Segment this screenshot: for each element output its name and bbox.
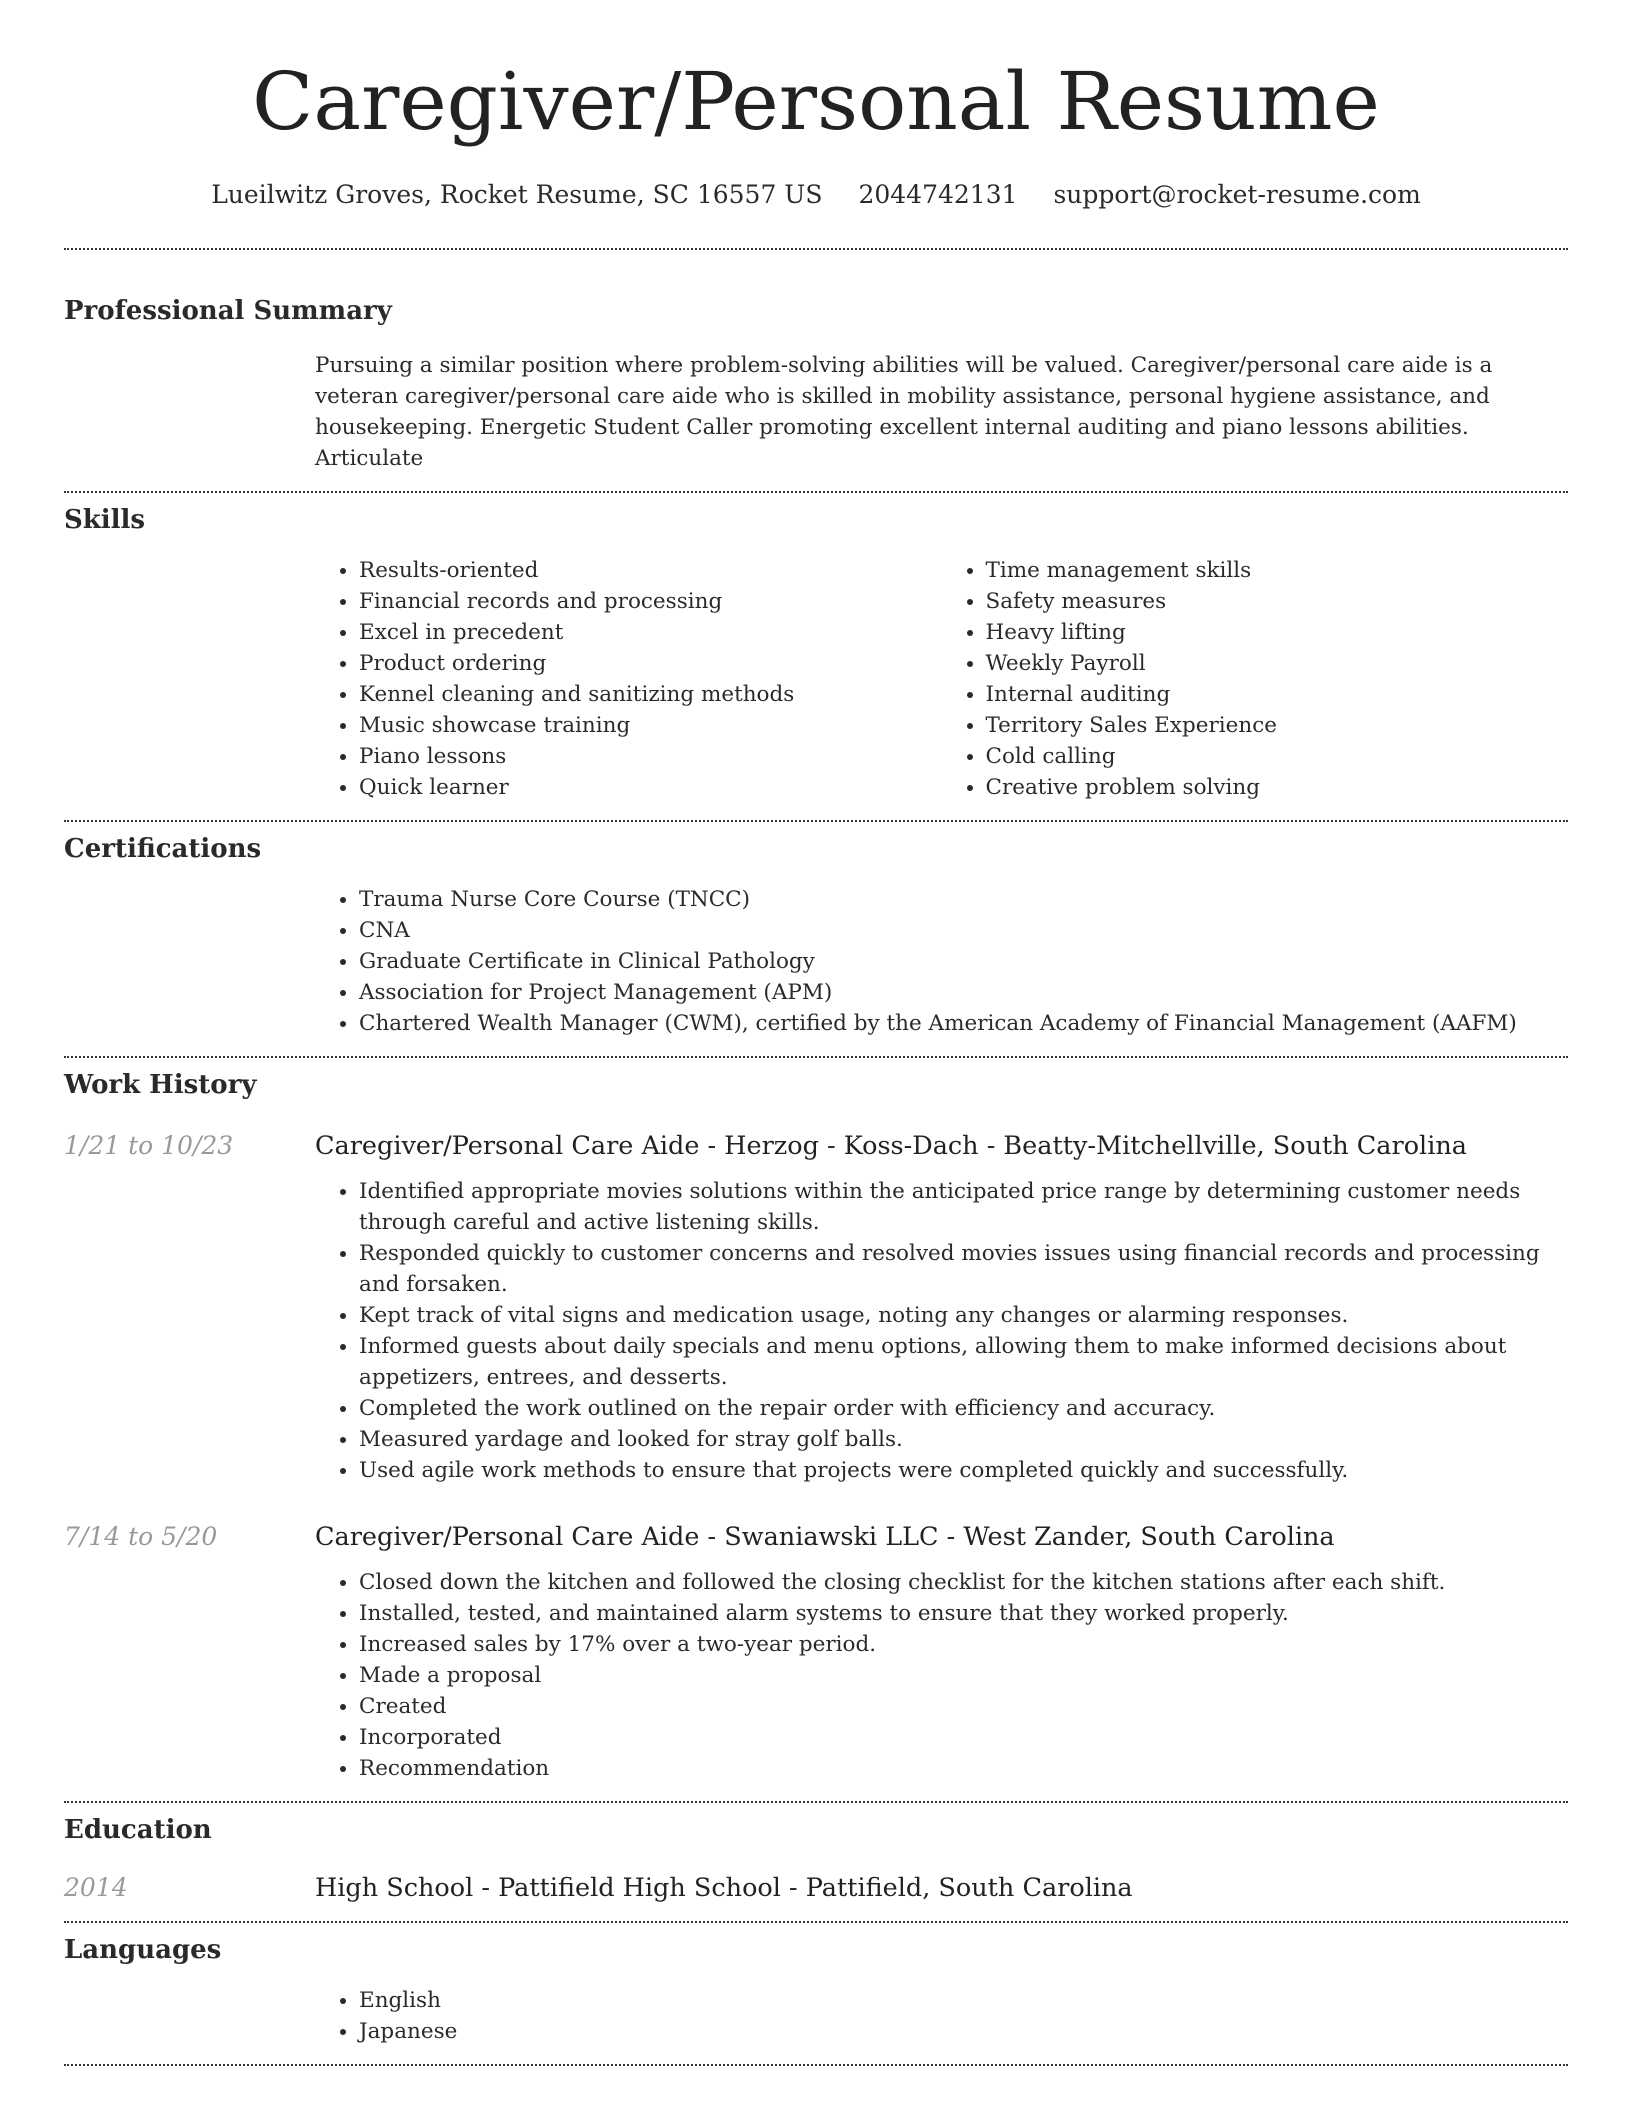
job-bullet: • Recommendation: [359, 1753, 1568, 1784]
skill-item: • Internal auditing: [986, 679, 1569, 710]
skills-list-right: [942, 555, 1569, 803]
job-bullet: • Responded quickly to customer concerns and resolved movies issues using financial records and processing and forsaken.: [359, 1238, 1568, 1300]
languages-body: [315, 1985, 1568, 2047]
contact-line: [64, 178, 1568, 212]
divider: [64, 1801, 1568, 1803]
certifications-body: [315, 884, 1568, 1039]
certifications-section: [64, 832, 1568, 1039]
skill-item: • Kennel cleaning and sanitizing methods: [359, 679, 942, 710]
divider: [64, 491, 1568, 493]
section-heading-certifications: Certifications: [64, 834, 262, 864]
job-date: 1/21 to 10/23: [64, 1131, 234, 1160]
job-bullet: • Created: [359, 1691, 1568, 1722]
divider: [64, 2064, 1568, 2066]
skill-item: • Weekly Payroll: [986, 648, 1569, 679]
resume-title: Caregiver/Personal Resume: [252, 55, 1380, 148]
skill-item: • Piano lessons: [359, 741, 942, 772]
skills-grid: [315, 555, 1568, 803]
education-section: [64, 1813, 1568, 1905]
job-bullet: • Increased sales by 17% over a two-year period.: [359, 1629, 1568, 1660]
skill-item: • Heavy lifting: [986, 617, 1569, 648]
skill-item: • Product ordering: [359, 648, 942, 679]
contact-address: Lueilwitz Groves, Rocket Resume, SC 16557 US: [211, 180, 823, 209]
certification-item: • Chartered Wealth Manager (CWM), certified by the American Academy of Financial Management (AAFM): [359, 1008, 1568, 1039]
job-bullet: • Made a proposal: [359, 1660, 1568, 1691]
education-entry: [64, 1871, 1568, 1905]
summary-body: [315, 350, 1568, 474]
certification-item: • CNA: [359, 915, 1568, 946]
section-heading-languages: Languages: [64, 1935, 222, 1965]
divider: [64, 820, 1568, 822]
job-title: Caregiver/Personal Care Aide - Swaniawski LLC - West Zander, South Carolina: [315, 1522, 1335, 1552]
job-bullet: • Identified appropriate movies solutions within the anticipated price range by determining customer needs through careful and active listening skills.: [359, 1176, 1568, 1238]
skill-item: • Territory Sales Experience: [986, 710, 1569, 741]
job-entry: [64, 1520, 1568, 1784]
skill-item: • Time management skills: [986, 555, 1569, 586]
job-bullet: • Kept track of vital signs and medication usage, noting any changes or alarming responses.: [359, 1300, 1568, 1331]
skill-item: • Cold calling: [986, 741, 1569, 772]
divider: [64, 1056, 1568, 1058]
contact-phone: 2044742131: [858, 180, 1018, 209]
section-heading-skills: Skills: [64, 505, 146, 535]
job-bullets: [315, 1176, 1568, 1486]
skill-item: • Safety measures: [986, 586, 1569, 617]
skills-section: [64, 503, 1568, 803]
certification-item: • Association for Project Management (APM): [359, 977, 1568, 1008]
education-date: 2014: [64, 1873, 128, 1902]
language-item: • English: [359, 1985, 1568, 2016]
job-bullet: • Used agile work methods to ensure that projects were completed quickly and successfully.: [359, 1455, 1568, 1486]
skill-item: • Quick learner: [359, 772, 942, 803]
section-heading-summary: Professional Summary: [64, 296, 392, 326]
divider: [64, 248, 1568, 250]
job-bullet: • Installed, tested, and maintained alarm systems to ensure that they worked properly.: [359, 1598, 1568, 1629]
job-date: 7/14 to 5/20: [64, 1522, 218, 1551]
summary-text: Pursuing a similar position where problem-solving abilities will be valued. Caregiver/personal care aide is a veteran caregiver/personal care aide who is skilled in mobility assistance, personal hygiene assistance, and housekeeping. Energetic Student Caller promoting excellent internal auditing and piano lessons abilities. Articulate: [315, 353, 1493, 471]
certification-item: • Trauma Nurse Core Course (TNCC): [359, 884, 1568, 915]
language-item: • Japanese: [359, 2016, 1568, 2047]
contact-email: support@rocket-resume.com: [1053, 180, 1421, 209]
job-bullet: • Closed down the kitchen and followed the closing checklist for the kitchen stations after each shift.: [359, 1567, 1568, 1598]
job-title: Caregiver/Personal Care Aide - Herzog - Koss-Dach - Beatty-Mitchellville, South Carolina: [315, 1131, 1467, 1161]
job-bullets: [315, 1567, 1568, 1784]
education-title: High School - Pattifield High School - Pattifield, South Carolina: [315, 1873, 1133, 1903]
skill-item: • Music showcase training: [359, 710, 942, 741]
languages-list: [315, 1985, 1568, 2047]
job-bullet: • Informed guests about daily specials and menu options, allowing them to make informed decisions about appetizers, entrees, and desserts.: [359, 1331, 1568, 1393]
section-heading-education: Education: [64, 1815, 212, 1845]
skill-item: • Creative problem solving: [986, 772, 1569, 803]
resume-page: [64, 0, 1568, 2066]
job-bullet: • Completed the work outlined on the repair order with efficiency and accuracy.: [359, 1393, 1568, 1424]
job-entry: [64, 1129, 1568, 1486]
section-heading-work: Work History: [64, 1070, 257, 1100]
skill-item: • Excel in precedent: [359, 617, 942, 648]
divider: [64, 1921, 1568, 1923]
job-bullet: • Measured yardage and looked for stray golf balls.: [359, 1424, 1568, 1455]
skills-list-left: [315, 555, 942, 803]
skill-item: • Results-oriented: [359, 555, 942, 586]
languages-section: [64, 1933, 1568, 2047]
skill-item: • Financial records and processing: [359, 586, 942, 617]
certification-item: • Graduate Certificate in Clinical Pathology: [359, 946, 1568, 977]
job-bullet: • Incorporated: [359, 1722, 1568, 1753]
summary-section: [64, 294, 1568, 474]
certifications-list: [315, 884, 1568, 1039]
work-section: [64, 1068, 1568, 1784]
